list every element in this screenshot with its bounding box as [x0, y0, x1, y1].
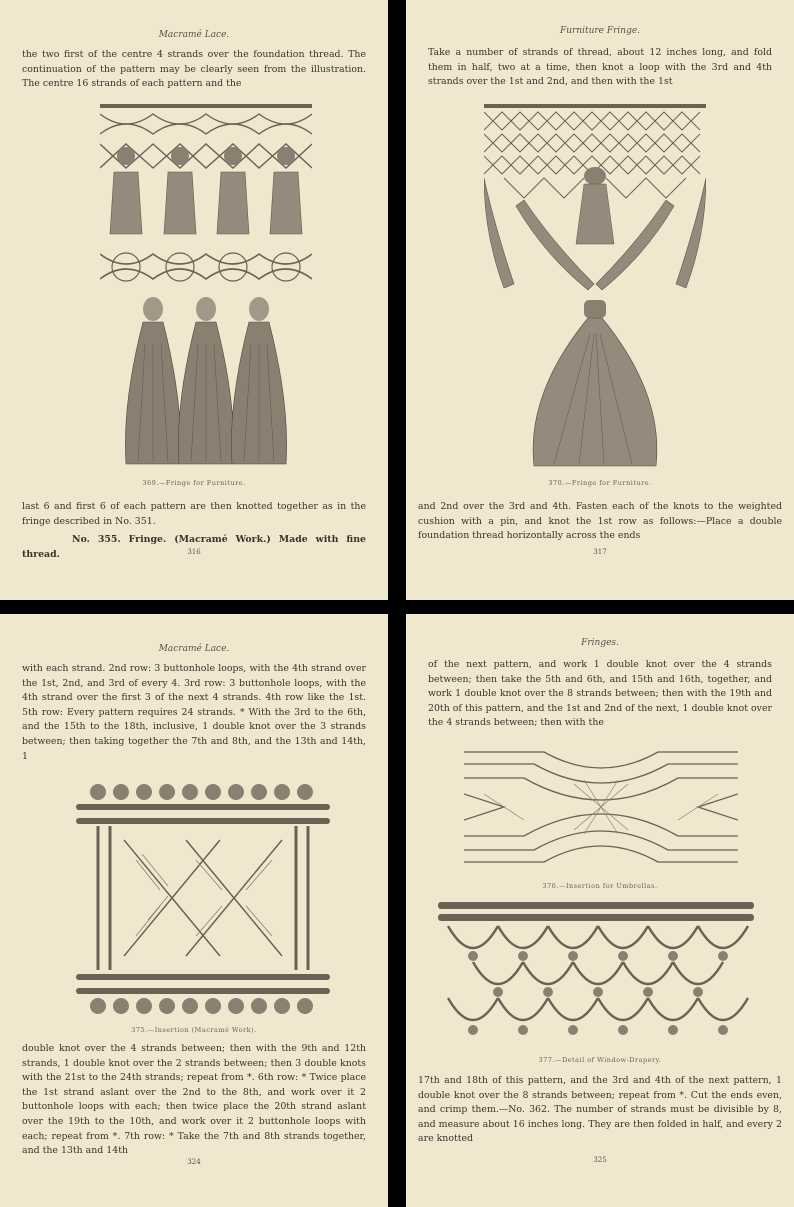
page-text-bottom — [418, 500, 782, 544]
paragraph: Take a number of strands of thread, about 12 inches long, and fold them in half, two at a time, then knot a loop with the 3rd and 4th strands over the 1st and 2nd, and then with the 1st — [428, 47, 772, 88]
paragraph: last 6 and first 6 of each pattern are then knotted together as in the fringe described in No. 351. — [22, 501, 366, 527]
fringe-illustration — [100, 104, 312, 470]
figure-caption: 377.—Detail of Window-Drapery. — [538, 1056, 662, 1064]
figure-caption: 375.—Insertion (Macramé Work). — [131, 1026, 257, 1034]
book-page-324 — [0, 614, 388, 1207]
page-number: 317 — [593, 548, 607, 556]
running-head: Furniture Fringe. — [559, 26, 641, 36]
book-page-317 — [406, 0, 794, 600]
paragraph: the two first of the centre 4 strands over the foundation thread. The continuation of the pattern may be clearly seen from the illustration. The centre 16 strands of each pattern and the — [22, 49, 366, 90]
paragraph: double knot over the 4 strands between; then with the 9th and 12th strands, 1 double knot over the 2 strands between; then 3 double knots with the 21st to the 24th strands; repeat from *. 6th row: * Twice place the 1st strand aslant over the 2nd to the 8th, and work over it 2 buttonhole loops with each; then twice place the 20th strand aslant over the 19th to the 10th, and work over it 2 buttonhole loops with each; repeat from *. 7th row: * Take the 7th and 8th strands together, and the 13th and 14th — [22, 1043, 366, 1157]
page-number: 316 — [187, 548, 201, 556]
paragraph: 17th and 18th of this pattern, and the 3rd and 4th of the next pattern, 1 double knot over the 8 strands between; repeat from *. Cut the ends even, and crimp them.—No. 362. The number of strands must be divisible by 8, and measure about 16 inches long. They are then folded in half, and every 2 are knotted — [418, 1075, 782, 1145]
page-text-top — [428, 658, 772, 731]
figure-caption: 370.—Fringe for Furniture. — [548, 479, 652, 487]
figure-caption: 369.—Fringe for Furniture. — [142, 479, 246, 487]
window-drapery-illustration — [438, 900, 754, 1050]
paragraph: with each strand. 2nd row: 3 buttonhole loops, with the 4th strand over the 1st, 2nd, and 3rd of every 4. 3rd row: 3 buttonhole loops, with the 4th strand over the first 3 of the next 4 strands. 4th row like the 1st. 5th row: Every pattern requires 24 strands. * With the 3rd to the 6th, and the 15th to the 18th, inclusive, 1 double knot over the 3 strands between; then taking together the 7th and 8th, and the 13th and 14th, 1 — [22, 663, 366, 762]
book-page-316 — [0, 0, 388, 600]
page-text-top — [22, 662, 366, 764]
page-number: 324 — [187, 1158, 201, 1166]
page-text-top — [22, 48, 366, 92]
page-text-top — [428, 46, 772, 90]
insertion-illustration — [76, 780, 330, 1020]
page-text-bottom — [418, 1074, 782, 1147]
umbrella-insertion-illustration — [464, 744, 738, 870]
fringe-illustration — [484, 104, 706, 472]
paragraph: of the next pattern, and work 1 double knot over the 4 strands between; then take the 5th and 6th, and 15th and 16th, together, and work 1 double knot over the 8 strands between; then with the 19th and 20th of this pattern, and the 1st and 2nd of the next, 1 double knot over the 4 strands between; then with the — [428, 659, 772, 729]
page-number: 325 — [593, 1156, 607, 1164]
book-page-325 — [406, 614, 794, 1207]
paragraph: and 2nd over the 3rd and 4th. Fasten each of the knots to the weighted cushion with a pin, and knot the 1st row as follows:—Place a double foundation thread horizontally across the ends — [418, 501, 782, 542]
figure-caption: 376.—Insertion for Umbrellas. — [542, 882, 658, 890]
page-text-bottom — [22, 1042, 366, 1159]
paragraph-heading: No. 355. Fringe. (Macramé Work.) Made with fine thread. — [22, 534, 366, 560]
running-head: Fringes. — [581, 638, 619, 648]
running-head: Macramé Lace. — [158, 644, 230, 654]
running-head: Macramé Lace. — [158, 30, 230, 40]
